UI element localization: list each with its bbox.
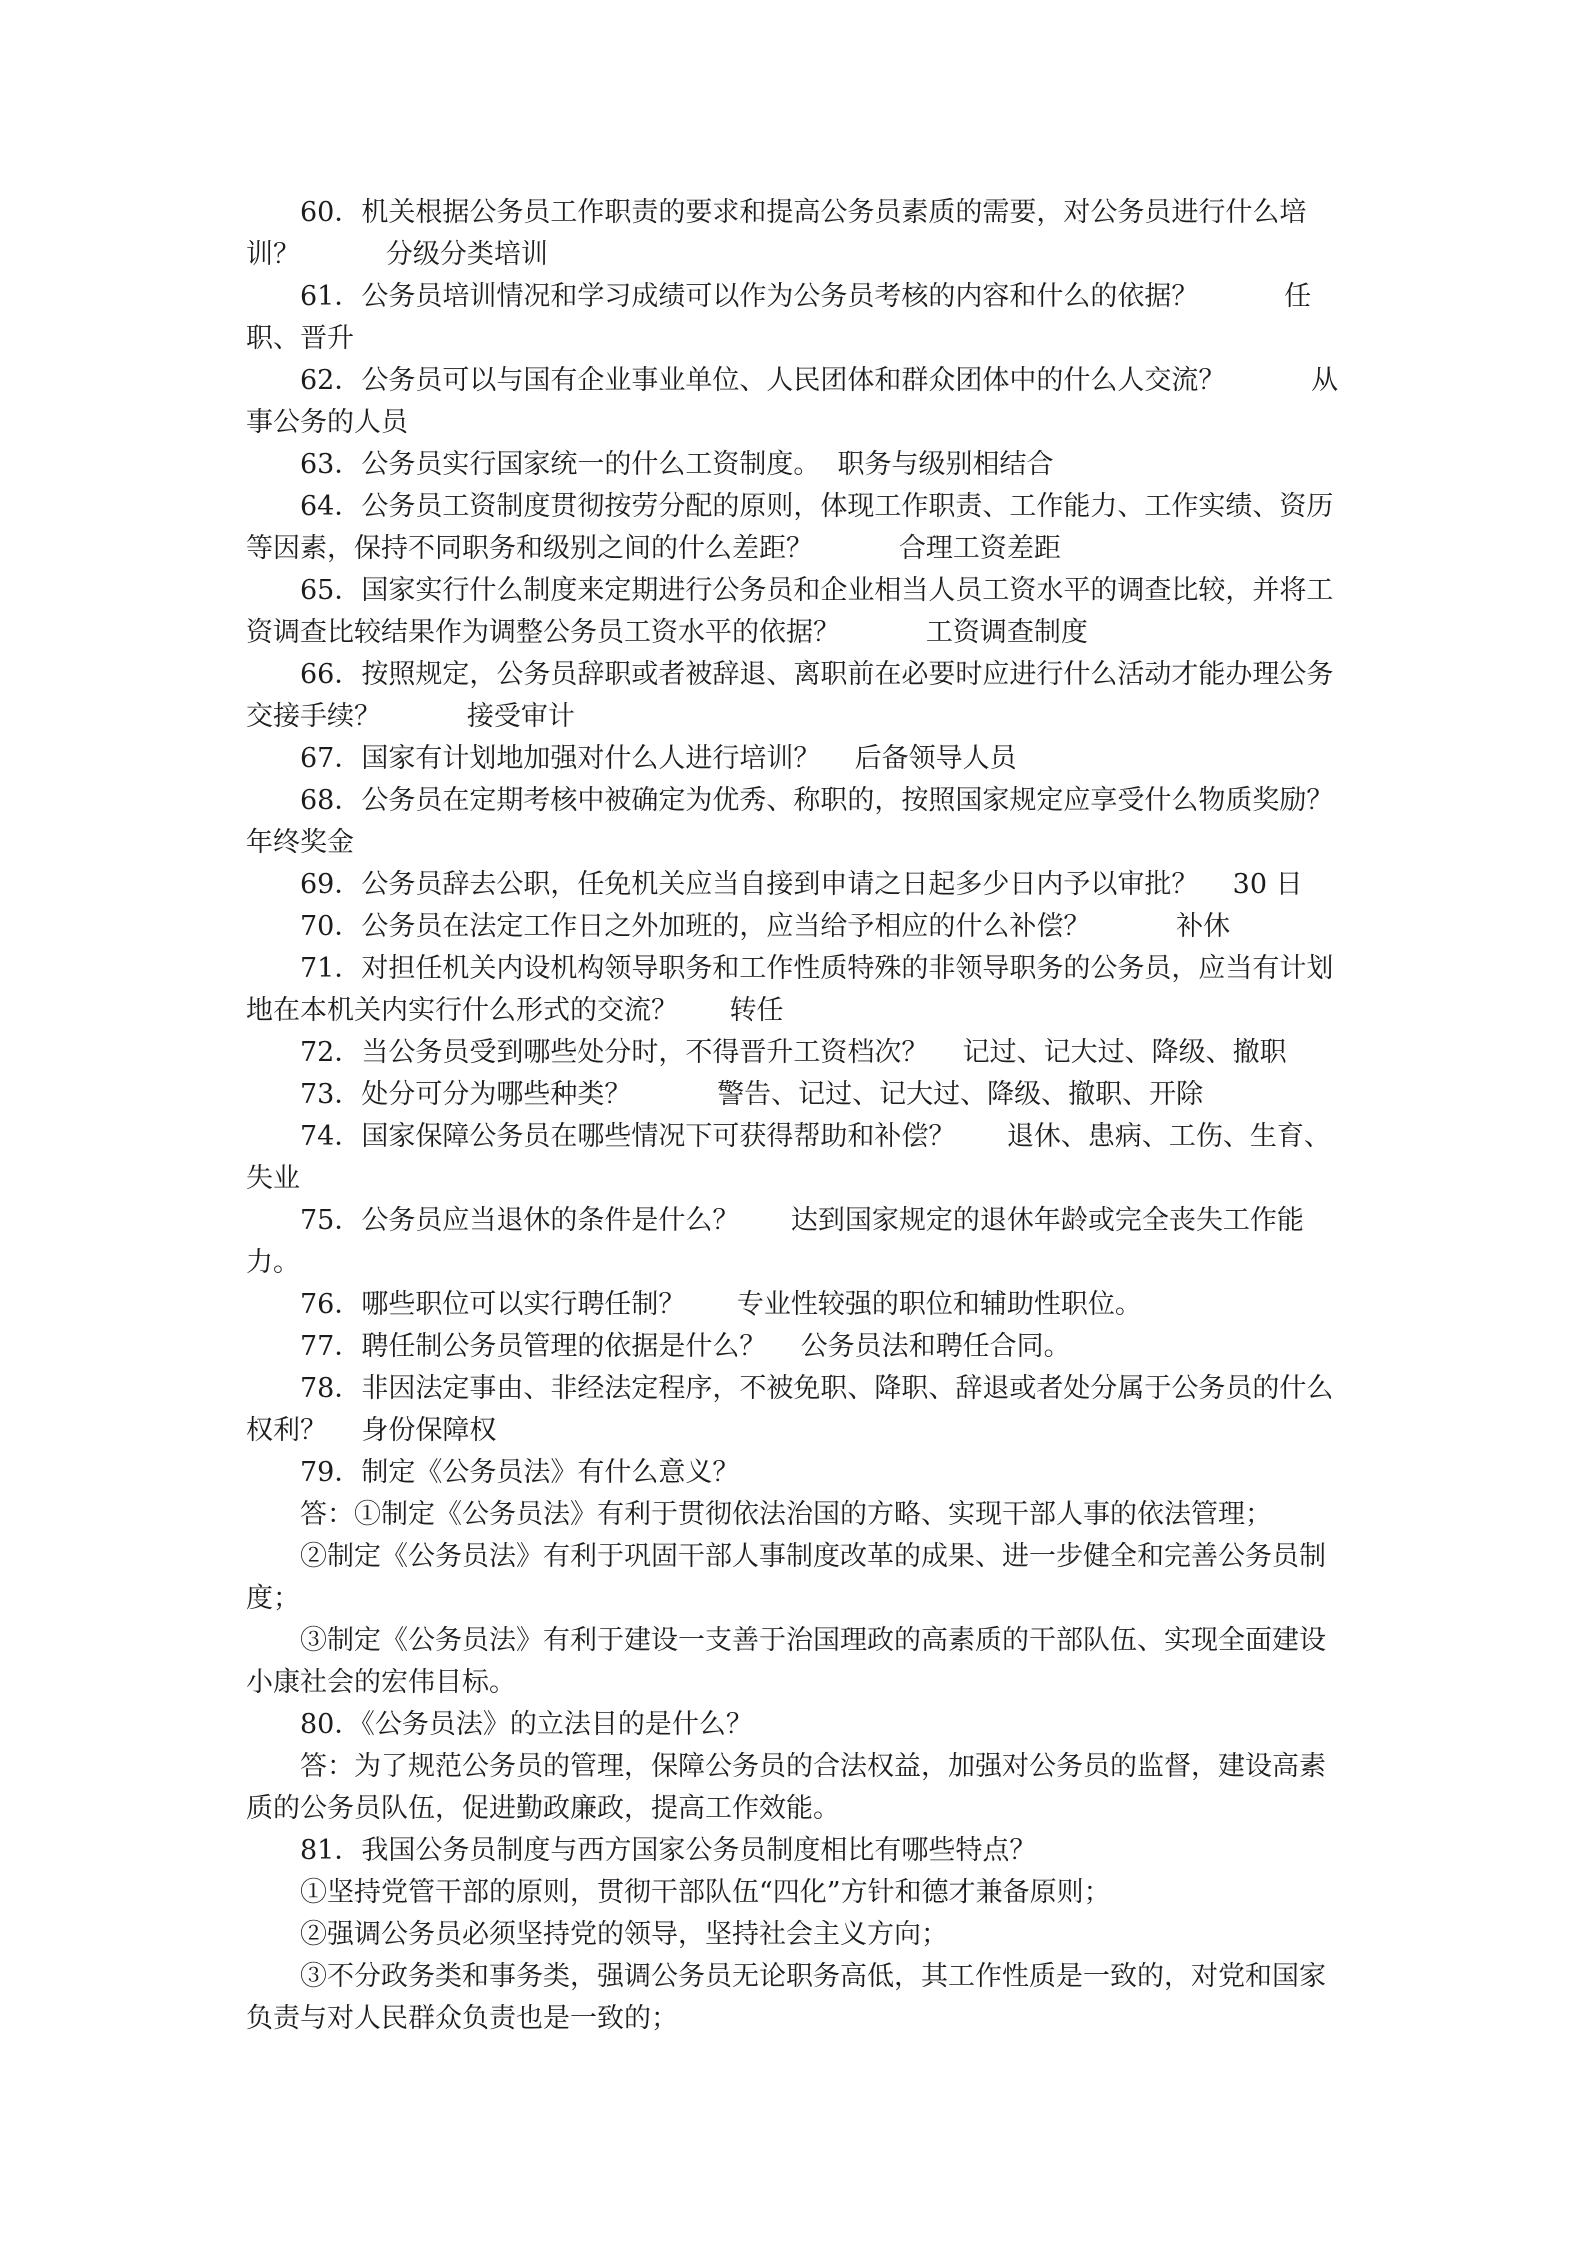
paragraph-q81-answer-2: ②强调公务员必须坚持党的领导，坚持社会主义方向； xyxy=(300,1919,948,1950)
paragraph-q77: 77．聘任制公务员管理的依据是什么？ 公务员法和聘任合同。 xyxy=(300,1331,1071,1362)
paragraph-q79-answer-2: ②制定《公务员法》有利于巩固干部人事制度改革的成果、进一步健全和完善公务员制度； xyxy=(246,1541,1326,1614)
paragraph-q80-answer: 答：为了规范公务员的管理，保障公务员的合法权益，加强对公务员的监督，建设高素质的公务员队伍，促进勤政廉政，提高工作效能。 xyxy=(246,1751,1326,1824)
paragraph-q73: 73．处分可分为哪些种类？ 警告、记过、记大过、降级、撤职、开除 xyxy=(300,1079,1204,1110)
paragraph-q65: 65．国家实行什么制度来定期进行公务员和企业相当人员工资水平的调查比较，并将工资调查比较结果作为调整公务员工资水平的依据？ 工资调查制度 xyxy=(246,575,1334,648)
paragraph-q81: 81．我国公务员制度与西方国家公务员制度相比有哪些特点？ xyxy=(300,1835,1037,1866)
paragraph-q70: 70．公务员在法定工作日之外加班的，应当给予相应的什么补偿？ 补休 xyxy=(300,911,1231,942)
paragraph-q74: 74．国家保障公务员在哪些情况下可获得帮助和补偿？ 退休、患病、工伤、生育、失业 xyxy=(246,1121,1331,1194)
paragraph-q67: 67．国家有计划地加强对什么人进行培训？ 后备领导人员 xyxy=(300,743,1017,774)
paragraph-q79-answer-3: ③制定《公务员法》有利于建设一支善于治国理政的高素质的干部队伍、实现全面建设小康社会的宏伟目标。 xyxy=(246,1625,1326,1698)
paragraph-q64: 64．公务员工资制度贯彻按劳分配的原则，体现工作职责、工作能力、工作实绩、资历等因素，保持不同职务和级别之间的什么差距？ 合理工资差距 xyxy=(246,491,1334,564)
paragraph-q68: 68．公务员在定期考核中被确定为优秀、称职的，按照国家规定应享受什么物质奖励？年终奖金 xyxy=(246,785,1334,858)
paragraph-q81-answer-1: ①坚持党管干部的原则，贯彻干部队伍“四化”方针和德才兼备原则； xyxy=(300,1877,1111,1908)
paragraph-q62: 62．公务员可以与国有企业事业单位、人民团体和群众团体中的什么人交流？ 从事公务的人员 xyxy=(246,365,1339,438)
paragraph-q80: 80．《公务员法》的立法目的是什么？ xyxy=(300,1709,753,1740)
paragraph-q63: 63．公务员实行国家统一的什么工资制度。 职务与级别相结合 xyxy=(300,449,1054,480)
paragraph-q75: 75．公务员应当退休的条件是什么？ 达到国家规定的退休年龄或完全丧失工作能力。 xyxy=(246,1205,1304,1278)
paragraph-q81-answer-3: ③不分政务类和事务类，强调公务员无论职务高低，其工作性质是一致的，对党和国家负责与对人民群众负责也是一致的； xyxy=(246,1961,1326,2034)
paragraph-q76: 76．哪些职位可以实行聘任制？ 专业性较强的职位和辅助性职位。 xyxy=(300,1289,1142,1320)
paragraph-q79: 79．制定《公务员法》有什么意义？ xyxy=(300,1457,740,1488)
paragraph-q69: 69．公务员辞去公职，任免机关应当自接到申请之日起多少日内予以审批？ 30 日 xyxy=(300,869,1303,900)
paragraph-q61: 61．公务员培训情况和学习成绩可以作为公务员考核的内容和什么的依据？ 任职、晋升 xyxy=(246,281,1312,354)
paragraph-q71: 71．对担任机关内设机构领导职务和工作性质特殊的非领导职务的公务员，应当有计划地在本机关内实行什么形式的交流？ 转任 xyxy=(246,953,1334,1026)
paragraph-q66: 66．按照规定，公务员辞职或者被辞退、离职前在必要时应进行什么活动才能办理公务交接手续？ 接受审计 xyxy=(246,659,1334,732)
paragraph-q78: 78．非因法定事由、非经法定程序，不被免职、降职、辞退或者处分属于公务员的什么权利？ 身份保障权 xyxy=(246,1373,1334,1446)
paragraph-q72: 72．当公务员受到哪些处分时，不得晋升工资档次？ 记过、记大过、降级、撤职 xyxy=(300,1037,1287,1068)
document-page xyxy=(246,192,1346,2040)
paragraph-q60: 60．机关根据公务员工作职责的要求和提高公务员素质的需要，对公务员进行什么培训？ 分级分类培训 xyxy=(246,197,1307,270)
paragraph-q79-answer-1: 答：①制定《公务员法》有利于贯彻依法治国的方略、实现干部人事的依法管理； xyxy=(300,1499,1272,1530)
